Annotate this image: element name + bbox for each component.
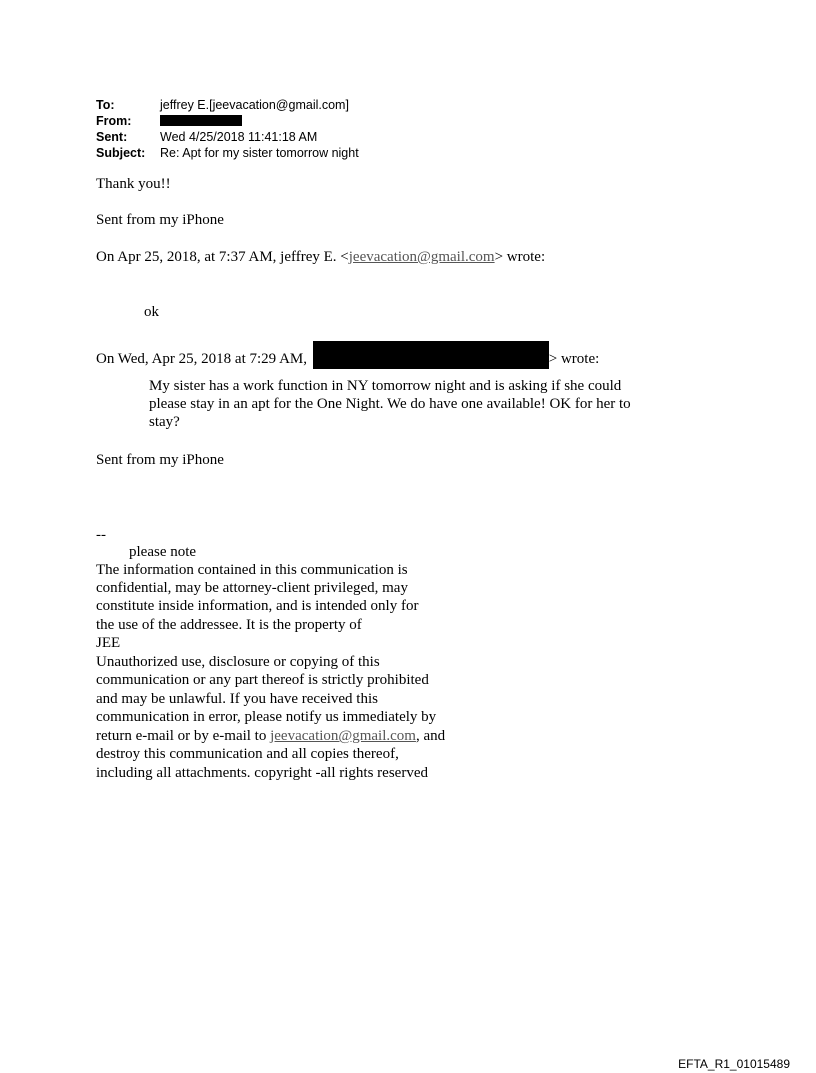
quote-2-pre: On Wed, Apr 25, 2018 at 7:29 AM, [96,351,308,367]
notice-separator: -- [96,527,106,543]
quoted-line-1: My sister has a work function in NY tomorrow night and is asking if she could [149,378,622,394]
quote-2-post: > wrote: [548,351,600,367]
notice-email-line [96,727,445,745]
sender-redaction [313,341,549,369]
notice-line: confidential, may be attorney-client privileged, may [96,580,408,596]
to-value: jeffrey E.[jeevacation@gmail.com] [160,98,349,112]
to-label: To: [96,98,115,112]
document-id: EFTA_R1_01015489 [678,1057,790,1071]
notice-line: communication or any part thereof is strictly prohibited [96,672,429,688]
notice-line: The information contained in this communication is [96,562,408,578]
quote-1-pre: On Apr 25, 2018, at 7:37 AM, jeffrey E. < [96,249,349,265]
quote-2-header [96,341,599,369]
quoted-line-2: please stay in an apt for the One Night. We do have one available! OK for her to [149,396,631,412]
notice-email-link[interactable]: jeevacation@gmail.com [270,728,416,744]
notice-line: JEE [96,635,121,651]
quote-1-email-link[interactable]: jeevacation@gmail.com [348,249,495,265]
quote-1-header [96,248,545,266]
notice-line: communication in error, please notify us immediately by [96,709,437,725]
notice-line: destroy this communication and all copies thereof, [96,746,399,762]
quoted-line-3: stay? [149,414,180,430]
subject-value: Re: Apt for my sister tomorrow night [160,146,359,160]
quoted-reply: ok [144,304,159,320]
from-redaction [160,115,242,126]
notice-title: please note [129,544,197,560]
subject-label: Subject: [96,146,146,160]
sent-label: Sent: [96,130,128,144]
notice-line: and may be unlawful. If you have received this [96,691,378,707]
quote-1-post: > wrote: [494,249,546,265]
notice-line: constitute inside information, and is intended only for [96,598,419,614]
from-label: From: [96,114,132,128]
notice-email-pre: return e-mail or by e-mail to [96,728,271,744]
notice-email-post: , and [415,728,446,744]
notice-line: including all attachments. copyright -all rights reserved [96,765,428,781]
reply-text: Thank you!! [96,176,171,192]
signature-2: Sent from my iPhone [96,452,224,468]
notice-line: the use of the addressee. It is the property of [96,617,362,633]
signature-1: Sent from my iPhone [96,212,224,228]
notice-line: Unauthorized use, disclosure or copying of this [96,654,380,670]
sent-value: Wed 4/25/2018 11:41:18 AM [160,130,318,144]
